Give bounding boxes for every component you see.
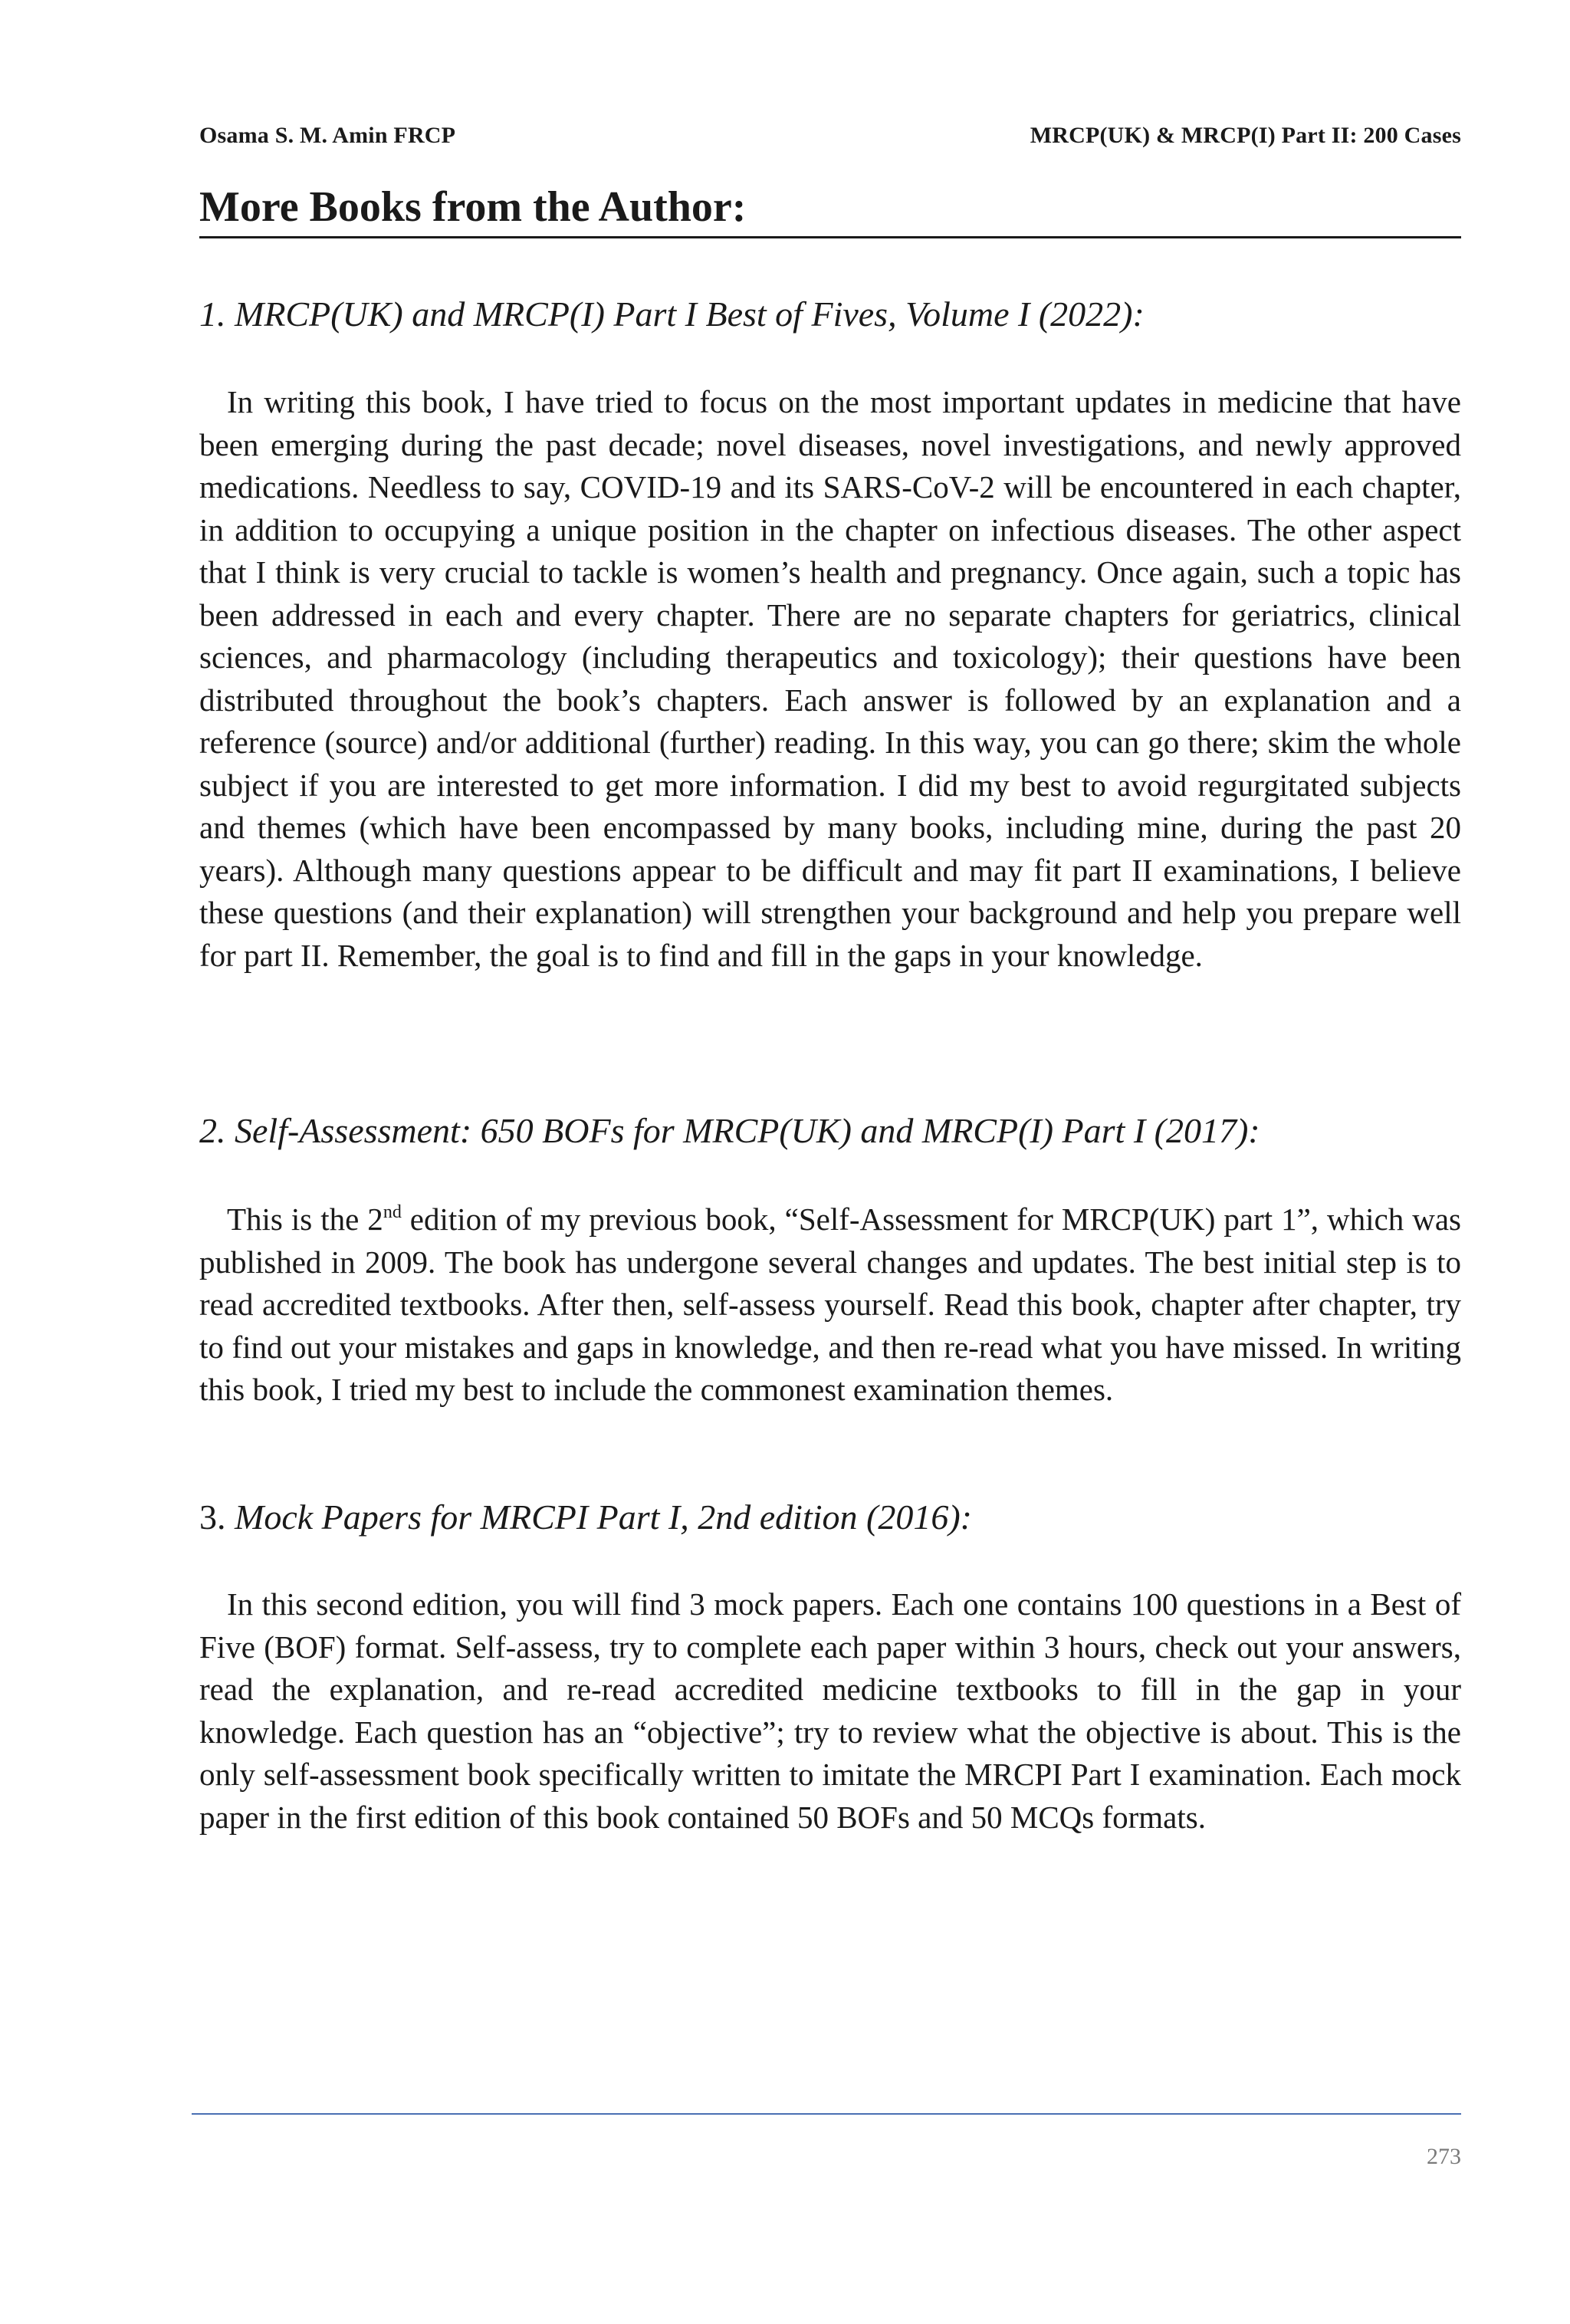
section-2-body-start: This is the 2 [227, 1201, 383, 1237]
section-1-number: 1. [199, 294, 226, 334]
section-1-title [199, 293, 1461, 335]
section-2-number: 2. [199, 1111, 226, 1150]
section-3-title [199, 1496, 1461, 1538]
page-number: 273 [1427, 2144, 1461, 2169]
section-2-title [199, 1109, 1461, 1152]
section-2-body-rest: edition of my previous book, “Self-Assessment for MRCP(UK) part 1”, which was published in 2009. The book has undergone several changes and updates. The best initial step is to read accredited textbooks. After then, self-assess yourself. Read this book, chapter after chapter, try to find out your mistakes and gaps in knowledge, and then re-read what you have missed. In writing this book, I tried my best to include the commonest examination themes. [199, 1201, 1461, 1407]
header-author: Osama S. M. Amin FRCP [199, 123, 456, 148]
footer-rule [192, 2113, 1461, 2115]
section-1-title-text: MRCP(UK) and MRCP(I) Part I Best of Fives, Volume I (2022): [235, 294, 1145, 334]
document-page [199, 0, 1461, 2324]
running-header [199, 123, 1461, 149]
section-2-body-superscript: nd [383, 1202, 402, 1222]
section-2-body [199, 1198, 1461, 1412]
section-3-body: In this second edition, you will find 3 mock papers. Each one contains 100 questions in a Best of Five (BOF) format. Self-assess, try to complete each paper within 3 hours, check out your answers, read the explanation, and re-read accredited medicine textbooks to fill in the gap in your knowledge. Each question has an “objective”; try to review what the objective is about. This is the only self-assessment book specifically written to imitate the MRCPI Part I examination. Each mock paper in the first edition of this book contained 50 BOFs and 50 MCQs formats. [199, 1586, 1461, 1835]
page-title: More Books from the Author: [199, 184, 1461, 238]
header-book-title: MRCP(UK) & MRCP(I) Part II: 200 Cases [1030, 123, 1461, 148]
section-2-title-text: Self-Assessment: 650 BOFs for MRCP(UK) and MRCP(I) Part I (2017): [235, 1111, 1260, 1150]
section-1-body: In writing this book, I have tried to focus on the most important updates in medicine that have been emerging during the past decade; novel diseases, novel investigations, and newly approved medications. Needless to say, COVID-19 and its SARS-CoV-2 will be encountered in each chapter, in addition to occupying a unique position in the chapter on infectious diseases. The other aspect that I think is very crucial to tackle is women’s health and pregnancy. Once again, such a topic has been addressed in each and every chapter. There are no separate chapters for geriatrics, clinical sciences, and pharmacology (including therapeutics and toxicology); their questions have been distributed throughout the book’s chapters. Each answer is followed by an explanation and a reference (source) and/or additional (further) reading. In this way, you can go there; skim the whole subject if you are interested to get more information. I did my best to avoid regurgitated subjects and themes (which have been encompassed by many books, including mine, during the past 20 years). Although many questions appear to be difficult and may fit part II examinations, I believe these questions (and their explanation) will strengthen your background and help you prepare well for part II. Remember, the goal is to find and fill in the gaps in your knowledge. [199, 384, 1461, 973]
section-3-number: 3. [199, 1497, 226, 1537]
section-3-title-text: Mock Papers for MRCPI Part I, 2nd edition (2016): [235, 1497, 972, 1537]
